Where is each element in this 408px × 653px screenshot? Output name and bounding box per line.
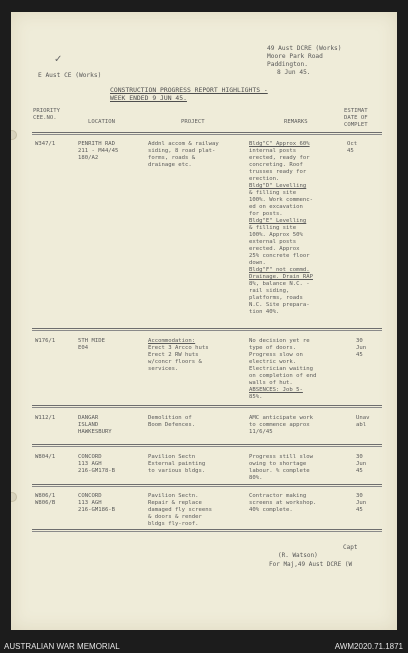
cell-text: Jun (356, 461, 367, 467)
cell-text: bldgs fly-roof. (148, 521, 199, 527)
row-3-location (78, 415, 112, 436)
cell-text: 45 (356, 352, 363, 358)
cell-text: 216-GM178-B (78, 468, 116, 474)
cell-text: 113 AGH (78, 461, 102, 467)
check-mark-icon: ✓ (54, 54, 63, 65)
row-rule (32, 529, 382, 530)
header-text: PRIORITY (33, 108, 60, 114)
signature-rank: Capt (343, 544, 358, 551)
cell-text: HAWKESBURY (78, 429, 112, 435)
row-2-project (148, 338, 209, 373)
cell-text: ISLAND (78, 422, 99, 428)
row-5-remarks (249, 493, 316, 514)
cell-text: Progress still slow (249, 454, 313, 460)
signature-name: (R. Watson) (278, 552, 318, 559)
row-5-project (148, 493, 212, 528)
cell-text: CONCORD (78, 493, 102, 499)
cell-text: internal posts (249, 148, 297, 154)
row-3-completion (356, 415, 369, 429)
cell-text: Boom Defences. (148, 422, 196, 428)
cell-text: 80%. (249, 475, 263, 481)
cell-text: tion 40%. (249, 309, 280, 315)
cell-text: 45 (356, 468, 363, 474)
cell-text: Repair & replace (148, 500, 202, 506)
cell-text: Bldg"C" Approx 60% (249, 141, 310, 147)
footer-accession-number: AWM2020.71.1871 (334, 642, 403, 651)
row-2-priority (35, 338, 55, 345)
cell-text: platforms, roads (249, 295, 303, 301)
cell-text: External painting (148, 461, 206, 467)
cell-text: W804/1 (35, 454, 56, 460)
cell-text: W112/1 (35, 415, 56, 421)
cell-text: 5TH MIDE (78, 338, 105, 344)
cell-text: 100%. Approx 50% (249, 232, 303, 238)
header-completion (344, 108, 368, 129)
row-rule (32, 405, 382, 406)
cell-text: forms, roads & (148, 155, 196, 161)
cell-text: 11/6/45 (249, 429, 273, 435)
header-location: LOCATION (88, 119, 115, 125)
sender-line: 49 Aust DCRE (Works) (267, 45, 342, 52)
title-line: WEEK ENDED 9 JUN 45. (110, 94, 187, 102)
cell-text: on completion of end (249, 373, 317, 379)
cell-text: down. (249, 260, 266, 266)
cell-text: labour. % complete (249, 468, 310, 474)
cell-text: Jun (356, 345, 367, 351)
cell-text: to commence approx (249, 422, 310, 428)
cell-text: W347/1 (35, 141, 56, 147)
cell-text: & filling site (249, 190, 297, 196)
row-4-project (148, 454, 205, 475)
cell-text: ed on excavation (249, 204, 303, 210)
cell-text: 45 (356, 507, 363, 513)
cell-text: 30 (356, 493, 363, 499)
cell-text: drainage etc. (148, 162, 192, 168)
row-5-priority (35, 493, 55, 507)
archive-footer (0, 640, 408, 653)
row-1-completion (347, 141, 357, 155)
document-page (11, 12, 397, 630)
header-remarks: REMARKS (284, 119, 308, 125)
header-text: COMPLET (344, 122, 368, 128)
cell-text: Unav (356, 415, 370, 421)
cell-text: siding, 8 road plat- (148, 148, 216, 154)
cell-text: AMC anticipate work (249, 415, 313, 421)
row-5-location (78, 493, 115, 514)
cell-text: Bldg"D" Levelling (249, 183, 307, 189)
cell-text: damaged fly screens (148, 507, 212, 513)
cell-text: Pavilion Sectn. (148, 493, 199, 499)
row-2-remarks (249, 338, 316, 401)
cell-text: walls of hut. (249, 380, 293, 386)
header-text: ESTIMAT (344, 108, 368, 114)
cell-text: abl (356, 422, 367, 428)
row-5-completion (356, 493, 366, 514)
row-1-location (78, 141, 118, 162)
cell-text: for posts. (249, 211, 283, 217)
cell-text: Contractor making (249, 493, 307, 499)
row-4-completion (356, 454, 366, 475)
cell-text: Accommodation: (148, 338, 196, 344)
cell-text: N.C. Site prepara- (249, 302, 310, 308)
punch-hole (11, 130, 17, 140)
row-rule (32, 444, 382, 445)
cell-text: Bldg"E" Levelling (249, 218, 307, 224)
cell-text: Jun (356, 500, 367, 506)
cell-text: Drainage. Drain RAP (249, 274, 313, 280)
cell-text: PENRITH RAD (78, 141, 116, 147)
title-line: CONSTRUCTION PROGRESS REPORT HIGHLIGHTS - (110, 86, 268, 94)
row-2-completion (356, 338, 366, 359)
row-1-priority (35, 141, 55, 148)
cell-text: trusses ready for (249, 169, 307, 175)
cell-text: concreting. Roof (249, 162, 303, 168)
sender-line: 8 Jun 45. (277, 69, 311, 76)
cell-text: & filling site (249, 225, 297, 231)
row-4-priority (35, 454, 55, 461)
sender-address (267, 45, 342, 77)
header-project: PROJECT (181, 119, 205, 125)
cell-text: DANGAR (78, 415, 99, 421)
cell-text: erected. Approx (249, 246, 300, 252)
row-rule (32, 484, 382, 485)
cell-text: 45 (347, 148, 354, 154)
cell-text: 40% complete. (249, 507, 293, 513)
row-4-location (78, 454, 115, 475)
row-3-project (148, 415, 195, 429)
cell-text: to various bldgs. (148, 468, 206, 474)
cell-text: 25% concrete floor (249, 253, 310, 259)
cell-text: Demolition of (148, 415, 192, 421)
cell-text: No decision yet re (249, 338, 310, 344)
cell-text: Erect 3 Arcco huts (148, 345, 209, 351)
header-text: DATE OF (344, 115, 368, 121)
row-1-remarks (249, 141, 313, 316)
cell-text: erected, ready for (249, 155, 310, 161)
punch-hole (11, 492, 17, 502)
row-3-priority (35, 415, 55, 422)
cell-text: type of doors. (249, 345, 297, 351)
cell-text: 216-GM186-B (78, 507, 116, 513)
cell-text: electric work. (249, 359, 297, 365)
cell-text: ABSENCES: Job 5- (249, 387, 303, 393)
cell-text: CONCORD (78, 454, 102, 460)
cell-text: services. (148, 366, 179, 372)
cell-text: W806/B (35, 500, 56, 506)
cell-text: 85%. (249, 394, 263, 400)
header-priority (33, 108, 60, 122)
cell-text: owing to shortage (249, 461, 307, 467)
document-title (110, 86, 268, 102)
sender-line: Paddington. (267, 61, 308, 68)
cell-text: Electrician waiting (249, 366, 313, 372)
footer-institution: AUSTRALIAN WAR MEMORIAL (4, 642, 120, 651)
cell-text: 113 AGH (78, 500, 102, 506)
cell-text: rail siding, (249, 288, 290, 294)
cell-text: Oct (347, 141, 358, 147)
cell-text: 8%, balance N.C. - (249, 281, 310, 287)
cell-text: W806/1 (35, 493, 56, 499)
row-3-remarks (249, 415, 313, 436)
signature-for: For Maj,49 Aust DCRE (W (269, 561, 353, 568)
cell-text: erection. (249, 176, 280, 182)
cell-text: Progress slow on (249, 352, 303, 358)
row-2-location (78, 338, 105, 352)
cell-text: Erect 2 RW huts (148, 352, 199, 358)
cell-text: Bldg"F" not commd. (249, 267, 310, 273)
row-4-remarks (249, 454, 313, 482)
cell-text: screens at workshop. (249, 500, 317, 506)
cell-text: 100%. Work commenc- (249, 197, 313, 203)
cell-text: external posts (249, 239, 297, 245)
cell-text: & doors & render (148, 514, 202, 520)
header-rule (32, 132, 382, 133)
cell-text: Addnl accom & railway (148, 141, 219, 147)
cell-text: 30 (356, 454, 363, 460)
addressee: E Aust CE (Works) (38, 72, 102, 79)
cell-text: 30 (356, 338, 363, 344)
cell-text: W176/1 (35, 338, 56, 344)
cell-text: 180/A2 (78, 155, 99, 161)
cell-text: 211 - M44/45 (78, 148, 119, 154)
sender-line: Moore Park Road (267, 53, 323, 60)
row-rule (32, 328, 382, 329)
row-1-project (148, 141, 219, 169)
cell-text: Pavilion Sectn (148, 454, 196, 460)
cell-text: E04 (78, 345, 89, 351)
header-text: CEE.NO. (33, 115, 57, 121)
cell-text: w/concr floors & (148, 359, 202, 365)
